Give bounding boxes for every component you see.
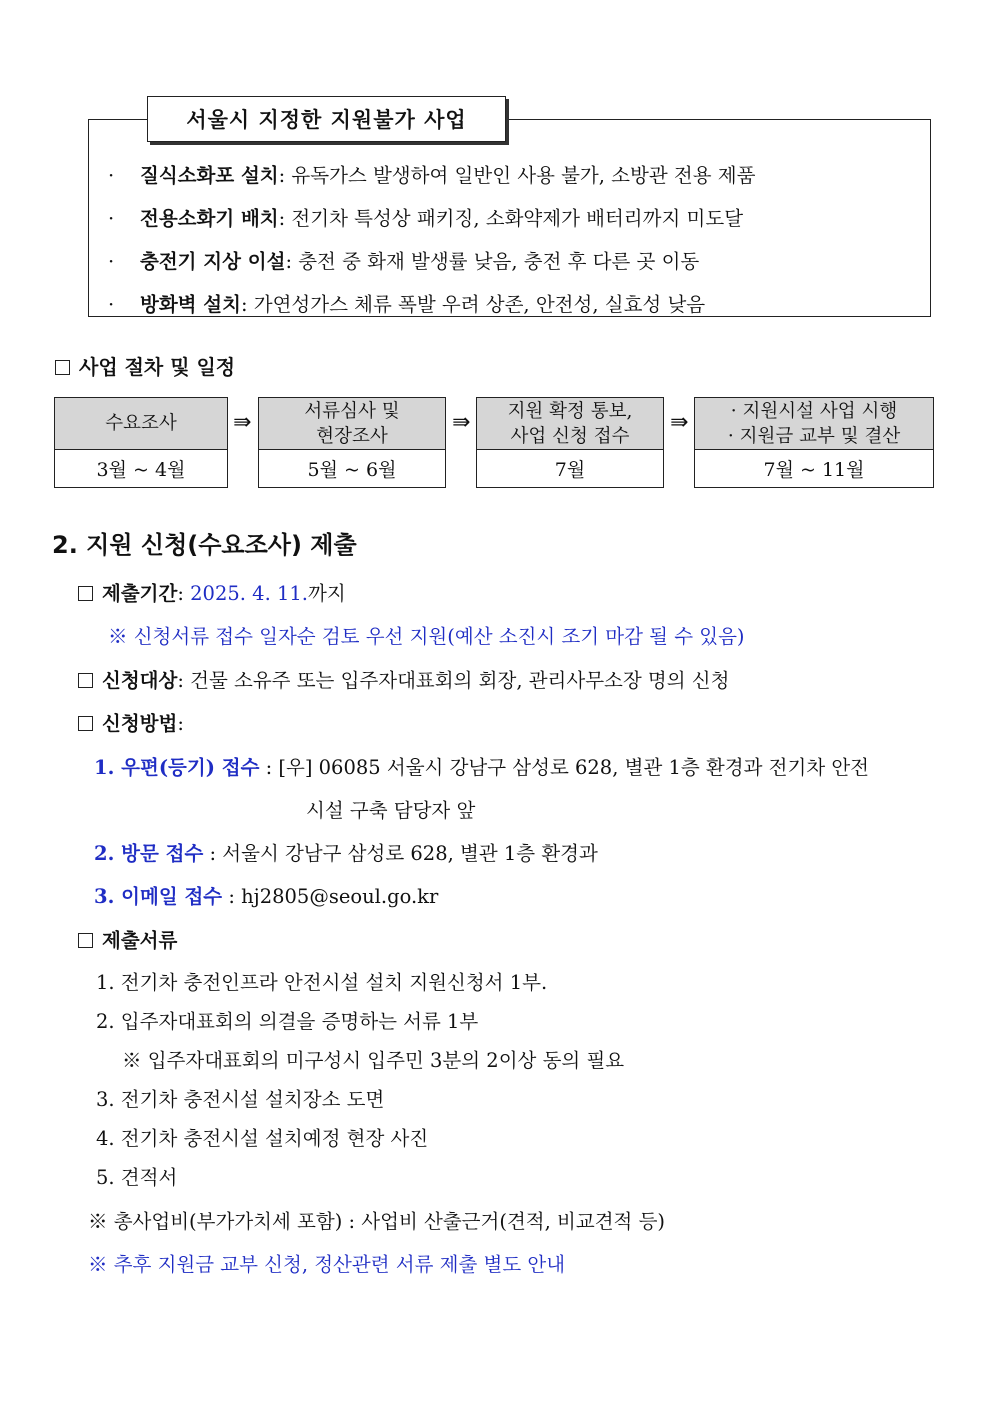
checkbox-square-icon bbox=[78, 716, 93, 731]
deadline-note: ※ 신청서류 접수 일자순 검토 우선 지원(예산 소진시 조기 마감 될 수 있음) bbox=[108, 625, 745, 648]
unsupported-item-term: 충전기 지상 이설 bbox=[140, 250, 286, 273]
unsupported-item-desc: : 유독가스 발생하여 일반인 사용 불가, 소방관 전용 제품 bbox=[278, 164, 756, 187]
procedure-heading: 사업 절차 및 일정 bbox=[55, 351, 235, 380]
checkbox-square-icon bbox=[78, 586, 93, 601]
method-item-mail: 1. 우편(등기) 접수 : [우] 06085 서울시 강남구 삼성로 628, 별관 1층 환경과 전기차 안전 bbox=[94, 756, 870, 779]
method-item-mail-cont: 시설 구축 담당자 앞 bbox=[306, 799, 476, 822]
doc-item: 5. 견적서 bbox=[96, 1166, 178, 1189]
procedure-step-2-period: 5월 ~ 6월 bbox=[258, 450, 446, 488]
unsupported-item-desc: : 전기차 특성상 패키징, 소화약제가 배터리까지 미도달 bbox=[278, 207, 744, 230]
note-cost: ※ 총사업비(부가가치세 포함) : 사업비 산출근거(견적, 비교견적 등) bbox=[88, 1210, 666, 1233]
email-address: : hj2805@seoul.go.kr bbox=[222, 885, 439, 908]
unsupported-item: · 질식소화포 설치: 유독가스 발생하여 일반인 사용 불가, 소방관 전용 제품 bbox=[108, 164, 756, 187]
target-row: 신청대상: 건물 소유주 또는 입주자대표회의 회장, 관리사무소장 명의 신청 bbox=[78, 665, 729, 693]
unsupported-item-desc: : 가연성가스 체류 폭발 우려 상존, 안전성, 실효성 낮음 bbox=[240, 293, 706, 316]
unsupported-item: · 방화벽 설치: 가연성가스 체류 폭발 우려 상존, 안전성, 실효성 낮음 bbox=[108, 293, 706, 316]
unsupported-item-term: 전용소화기 배치 bbox=[140, 207, 279, 230]
method-item-visit: 2. 방문 접수 : 서울시 강남구 삼성로 628, 별관 1층 환경과 bbox=[94, 842, 598, 865]
procedure-step-2: 서류심사 및 현장조사 bbox=[258, 397, 446, 450]
procedure-step-3: 지원 확정 통보, 사업 신청 접수 bbox=[476, 397, 664, 450]
procedure-step-3-period: 7월 bbox=[476, 450, 664, 488]
doc-item-note: ※ 입주자대표회의 미구성시 입주민 3분의 2이상 동의 필요 bbox=[122, 1049, 625, 1072]
procedure-step-1: 수요조사 bbox=[54, 397, 228, 450]
unsupported-item-term: 방화벽 설치 bbox=[140, 293, 241, 316]
checkbox-square-icon bbox=[78, 673, 93, 688]
method-row: 신청방법: bbox=[78, 708, 184, 736]
arrow-right-icon: ⇛ bbox=[670, 410, 689, 435]
doc-item: 1. 전기차 충전인프라 안전시설 설치 지원신청서 1부. bbox=[96, 971, 548, 994]
unsupported-item-term: 질식소화포 설치 bbox=[140, 164, 279, 187]
unsupported-item-desc: : 충전 중 화재 발생률 낮음, 충전 후 다른 곳 이동 bbox=[285, 250, 700, 273]
doc-item: 3. 전기차 충전시설 설치장소 도면 bbox=[96, 1088, 385, 1111]
checkbox-square-icon bbox=[78, 933, 93, 948]
section-heading: 2. 지원 신청(수요조사) 제출 bbox=[52, 531, 357, 559]
docs-row: 제출서류 bbox=[78, 925, 177, 953]
unsupported-item: · 충전기 지상 이설: 충전 중 화재 발생률 낮음, 충전 후 다른 곳 이동 bbox=[108, 250, 700, 273]
note-future: ※ 추후 지원금 교부 신청, 정산관련 서류 제출 별도 안내 bbox=[88, 1253, 566, 1276]
arrow-right-icon: ⇛ bbox=[452, 410, 471, 435]
method-item-email: 3. 이메일 접수 : hj2805@seoul.go.kr bbox=[94, 885, 439, 908]
procedure-step-1-period: 3월 ~ 4월 bbox=[54, 450, 228, 488]
procedure-step-4-period: 7월 ~ 11월 bbox=[694, 450, 934, 488]
arrow-right-icon: ⇛ bbox=[233, 410, 252, 435]
deadline-value: 2025. 4. 11. bbox=[190, 582, 308, 605]
doc-item: 4. 전기차 충전시설 설치예정 현장 사진 bbox=[96, 1127, 429, 1150]
procedure-step-4: · 지원시설 사업 시행 · 지원금 교부 및 결산 bbox=[694, 397, 934, 450]
checkbox-square-icon bbox=[55, 360, 70, 375]
unsupported-box-title: 서울시 지정한 지원불가 사업 bbox=[147, 96, 506, 142]
unsupported-item: · 전용소화기 배치: 전기차 특성상 패키징, 소화약제가 배터리까지 미도달 bbox=[108, 207, 744, 230]
deadline-row: 제출기간: 2025. 4. 11.까지 bbox=[78, 578, 346, 606]
doc-item: 2. 입주자대표회의 의결을 증명하는 서류 1부 bbox=[96, 1010, 479, 1033]
